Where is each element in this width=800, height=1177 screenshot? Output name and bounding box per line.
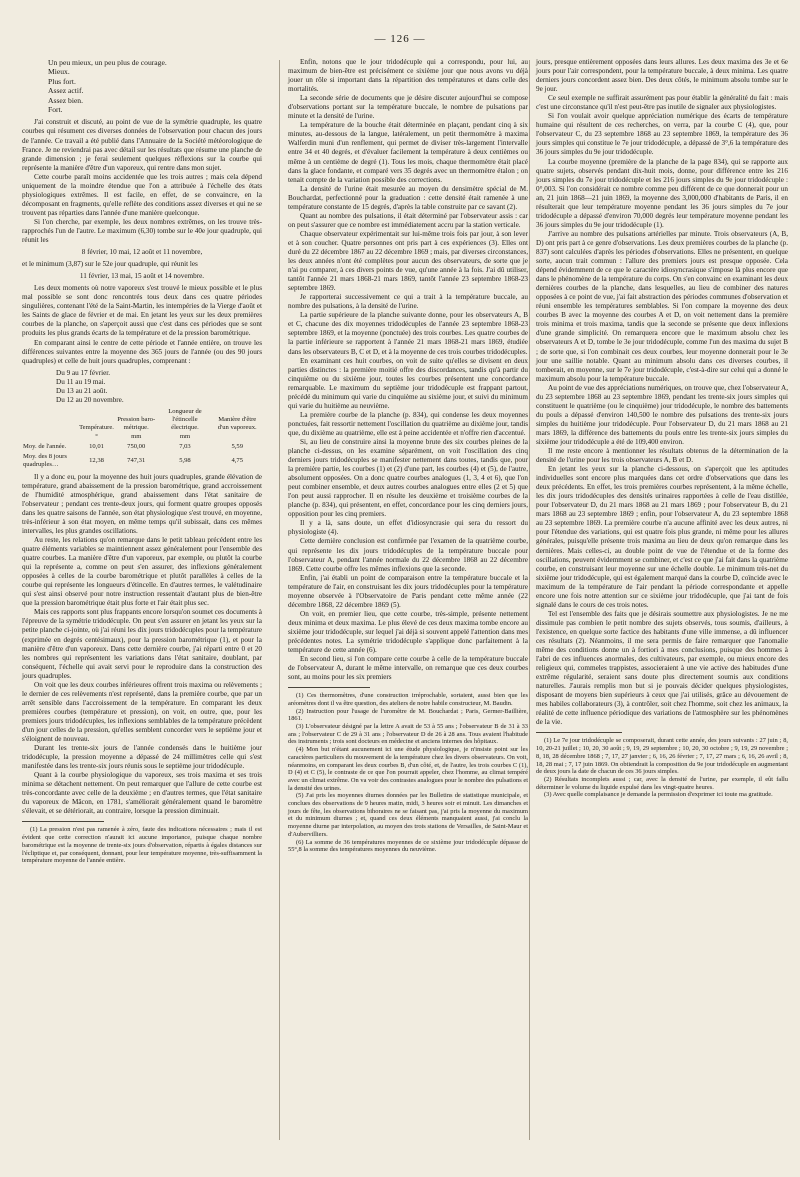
table-header: Température. xyxy=(79,423,114,431)
verse-line: Un peu mieux, un peu plus de courage. xyxy=(48,58,167,67)
paragraph: En comparant ainsi le centre de cette période et l'année entière, on trouve les différences suivantes entre la moyenne des 365 jours de l'année (ou des 90 jours quadruples) et celle de huit jours quadruples, comprenant : xyxy=(22,338,262,365)
paragraph: Je rapporterai successivement ce qui a trait à la température buccale, au nombre des pulsations, à la densité de l'urine. xyxy=(288,293,528,311)
footnote: (3) L'observateur désigné par la lettre A avait de 53 à 55 ans ; l'observateur B de 31 à 33 ans ; l'observateur C de 29 à 31 ans ; l'observateur D de 26 à 28 ans. Tous avaient l'habitude des instruments ; trois sont docteurs en médecine et anciens internes des hôpitaux. xyxy=(288,723,528,746)
comparison-table xyxy=(22,408,262,470)
table-unit: mm xyxy=(179,432,191,440)
paragraph: Tel est l'ensemble des faits que je désirais soumettre aux physiologistes. Je ne me dissimule pas combien le petit nombre des sujets observés, tous soumis, d'ailleurs, à l'existence, en quelque sorte factice des habitants d'une ville immense, a dû influencer ces résultats (2). Néanmoins, il me sera permis de faire remarquer que l'anomalie même des conditions donne un à fortiori à mes conclusions, puisque des hommes à l'abri de ces influences anormales, des cultivateurs, par exemple, ou mieux encore des religieux qui, commeles trappistes, associeraient à une vie active des habitudes d'une extrême régularité, seraient sans doute plus directement soumis aux conditions naturelles. J'aurais remplis mon but si je pouvais décider quelques physiologistes, disposant de moyens bien supérieurs à ceux que j'ai utilisés, grâce au dévouement de mes habiles collaborateurs (3), à contrôler, soit chez l'homme, soit chez les animaux, la réalité de cette influence périodique des variations de l'atmosphère sur les phénomènes de la vie. xyxy=(536,609,788,727)
footnote: (2) Instruction pour l'usage de l'uromètre de M. Bouchardat ; Paris, Germer-Baillière, 1861. xyxy=(288,707,528,723)
paragraph: Si l'on cherche, par exemple, les deux nombres extrêmes, on les trouve très-rapprochés l'un de l'autre. Le maximum (6,30) tombe sur le 40e jour quadruple, qui réunit les xyxy=(22,217,262,245)
column-divider xyxy=(529,60,530,1140)
verse-line: Fort. xyxy=(48,105,63,115)
paragraph: Si, au lieu de construire ainsi la moyenne brute des six courbes pleines de la planche ci-dessus, on les examine séparément, on voit l'oscillation des cinq derniers jours tridodécuples se manifester nettement dans toutes, tandis que, pour la première partie, les courbes (1) et (2) d'une part, les courbes (4) et (5), de l'autre, absolument opposées. On a donc quatre courbes analogues (1, 3, 4 et 6), que l'on peut combiner ensemble, et deux autres courbes analogues entre elles (2 et 5) que l'on peut aussi rapprocher. Il en résulte les deuxième et troisième courbes de la planche (p. 834), qui présentent, en effet, concordance pour les cinq derniers jours, opposition pour les cinq premiers. xyxy=(288,437,528,519)
table-cell: 10,01 xyxy=(89,442,104,450)
paragraph: Enfin, j'ai établi un point de comparaison entre la température buccale et la température de l'air, en construisant les dix jours tridodécuples pour la température moyenne observée à l'Observatoire de Paris pendant cette même année (22 décembre 1868, 22 décembre 1869 (5). xyxy=(288,573,528,609)
paragraph: Durant les trente-six jours de l'année condensés dans le huitième jour tridodécuple, la pression moyenne a dépassé de 24 millimètres celle qui s'est manifestée dans les trente-six jours réunis sous le septième jour tridodécuple. xyxy=(22,744,262,771)
paragraph: En second lieu, si l'on compare cette courbe à celle de la température buccale de l'observateur A, durant le même intervalle, on remarque que ces deux courbes sont, au moins pour les six premiers xyxy=(288,655,528,682)
dates-max: 8 février, 10 mai, 12 août et 11 novembre, xyxy=(81,248,203,257)
paragraph: Quant à la courbe physiologique du vaporeux, ses trois maxima et ses trois minima se détachent nettement. On peut remarquer que l'allure de cette courbe est très-concordante avec celle de la deuxième ; en d'autres termes, que l'état sanitaire du vaporeux de Mâcon, en 1781, s'améliorait généralement quand le baromètre s'élevait, et se détériorait, au contraire, lorsque la pression diminuait. xyxy=(22,771,262,816)
paragraph: Ce seul exemple ne suffirait assurément pas pour établir la généralité du fait : mais c'est une circonstance qu'il n'est peut-être pas inutile de signaler aux physiologistes. xyxy=(536,94,788,112)
table-cell: 5,59 xyxy=(231,442,243,450)
table-cell: 747,31 xyxy=(127,456,146,464)
column-left xyxy=(22,58,262,865)
paragraph: La courbe moyenne (première de la planche de la page 834), qui se rapporte aux quatre sujets, observés pendant dix-huit mois, donne, pour différence entre les 216 jours simples du 7e jour tridodécuple et les 216 jours simples du 9e jour tridodécuple : 0°,003. Si l'on considérait ce nombre comme peu différent de ce que donnerait pour un an, 21 juin 1868—21 juin 1869, la moyenne des 3,000,000 d'habitants de Paris, il en résulterait que leur température moyenne pendant les 36 jours simples du 7e jour tridodécuple a dépassé d'environ 70,000 degrés leur température moyenne pendant les 36 jours simples du 9e jour tridodécuple (1). xyxy=(536,157,788,229)
table-row xyxy=(22,452,262,470)
period-item: Du 9 au 17 février. xyxy=(56,368,111,377)
paragraph: Il y a donc eu, pour la moyenne des huit jours quadruples, grande élévation de température, grand abaissement de la pression barométrique, grand accroissement de l'humidité atmosphérique, grand abaissement dans l'état sanitaire de l'observateur ; pendant ces trente-deux jours, qui forment quatre groupes opposés dans les quatre saisons de l'année, son état physiologique s'est trouvé, en moyenne, très-inférieur à son état moyen, en même temps qu'il subissait, dans ces mêmes intervalles, les plus grandes oscillations. xyxy=(22,472,262,535)
footnote: (1) Le 7e jour tridodécuple se composerait, durant cette année, des jours suivants : 27 juin ; 8, 10, 20-21 juillet ; 10, 20, 30 août ; 9, 19, 29 septembre ; 10, 20, 30 octobre ; 9, 19, 29 novembre ; 8, 18, 28 décembre 1868 ; 7, 17, 27 janvier ; 6, 16, 26 février ; 7, 17, 27 mars ; 6, 16, 26 avril ; 8, 18, 28 mai ; 7, 17 juin 1869. On obtiendrait la composition du 9e jour tridodécuple en augmentant de deux jours la date de chacun de ces 36 jours simples. xyxy=(536,737,788,776)
footnote: (5) J'ai pris les moyennes diurnes données par les Bulletins de statistique municipale, et conclues des observations de 9 heures matin, midi, 3 heures soir et minuit. Les dimanches et jours de fête, les observations bihoraires ne se faisant pas, j'ai pris la moyenne du maximum et du minimum diurnes ; et, quand ces deux éléments manquaient aussi, j'ai conclu la moyenne diurne par interpolation, au moyen des trois stations de Versailles, de Saint-Maur et d'Aubervilliers. xyxy=(288,792,528,838)
footnote-rule xyxy=(536,732,622,733)
verse-line: Assez bien. xyxy=(48,95,84,105)
paragraph: Chaque observateur expérimentait sur lui-même trois fois par jour, à son lever et à son coucher. Quatre personnes ont pris part à ces expériences (3). Elles ont duré du 22 décembre 1867 au 22 décembre 1869 ; mais, par diverses circonstances, les deux années n'ont été complètes pour aucun des observateurs, de sorte que je n'ai pu comparer, à ces divers points de vue, qu'une année à la fois. J'ai dû utiliser, tantôt l'année 21 mars 1868-21 mars 1869, tantôt l'année 23 septembre 1868-23 septembre 1869. xyxy=(288,229,528,293)
footnote: (2) Résultats incomplets aussi ; car, avec la densité de l'urine, par exemple, il eût fallu déterminer le volume du liquide expulsé dans les vingt-quatre heures. xyxy=(536,775,788,791)
paragraph: La première courbe de la planche (p. 834), qui condense les deux moyennes ponctuées, fait ressortir nettement l'oscillation du quatrième au dixième jour, tandis que, du dixième au quatrième, elle est à peine accidentée et n'offre rien d'accentué. xyxy=(288,410,528,437)
paragraph: Cette dernière conclusion est confirmée par l'examen de la quatrième courbe, qui représente les dix jours tridodécuples de la température buccale pour l'observateur A, pendant l'année normale du 22 décembre 1868 au 22 décembre 1869. Cette courbe offre les mêmes inflexions que la seconde. xyxy=(288,537,528,573)
paragraph: Les deux moments où notre vaporeux s'est trouvé le mieux possible et le plus mal possible se sont donc rencontrés tous deux dans ces quatre périodes singulières, contenant l'été de la Saint-Martin, les intempéries de la Vierge d'août et les Saints de glace de février et de mai. En jetant les yeux sur les deux premières courbes de la planche, on s'aperçoit aussi que c'est dans ces périodes que se sont produits les plus grands écarts de la température et de la pression barométrique. xyxy=(22,284,262,338)
verse-line: Plus fort. xyxy=(48,76,76,86)
paragraph: et le minimum (3,87) sur le 52e jour quadruple, qui réunit les xyxy=(22,260,198,269)
verse-line: Assez actif. xyxy=(48,86,84,96)
table-header: Pression baro-métrique. xyxy=(117,415,156,431)
table-cell: 750,00 xyxy=(127,442,146,450)
table-unit: ° xyxy=(95,432,98,440)
paragraph: Enfin, notons que le jour tridodécuple qui a correspondu, pour lui, au maximum de bien-être est précisément ce sixième jour que nous avons vu déjà jouer un rôle si important dans la répartition des températures et dans celle des mortalités. xyxy=(288,58,528,94)
footnotes xyxy=(536,737,788,799)
row-label: Moy. des 8 jours quadruples… xyxy=(23,452,67,468)
table-cell: 12,38 xyxy=(89,456,104,464)
table-cell: 4,75 xyxy=(231,456,243,464)
row-label: Moy. de l'année. xyxy=(23,442,67,450)
paragraph: Au point de vue des appréciations numériques, on trouve que, chez l'observateur A, du 23 septembre 1868 au 23 septembre 1869, pendant les trente-six jours simples qui constituent le quatrième (ou le cinquième) jour tridodécuple, le nombre des battements du pouls a dépassé d'environ 140,500 le nombre des pulsations des trente-six jours simples du huitième jour tridodécuple. Pour l'observateur D, du 21 mars 1868 au 21 mars 1869, la différence des battements du pouls entre les trente-six jours simples du sixième jour tridodécuple a été de 109,400 environ. xyxy=(536,383,788,446)
paragraph: On voit que les deux courbes inférieures offrent trois maxima ou relèvements ; le dernier de ces relèvements n'est représenté, dans la première courbe, que par un arrêt sensible dans l'accroissement de la température. En comparant les deux premières courbes (température et pression), on voit, en outre, que, pour les premiers jours tridodécuples, les inflexions semblables de la température précèdent d'un jour celles de la pression, qu'elles semblent concorder vers le septième jour et s'éloignent de nouveau. xyxy=(22,680,262,744)
paragraph: La température de la bouche était déterminée en plaçant, pendant cinq à six minutes, au-dessous de la langue, latéralement, un petit thermomètre à maxima Walferdin muni d'un renflement, qui permet de diviser très-largement l'intervalle entre 34 et 40 degrés, et d'évaluer facilement la température à deux centièmes ou même à un centième de degré (1). Tous les mois, chaque thermomètre était placé dans la glace fondante, et comparé vers 35 degrés avec un thermomètre étalon ; on tenait compte de la variation possible des corrections. xyxy=(288,121,528,184)
table-header: Manière d'être d'un vaporeux. xyxy=(217,415,257,431)
table-unit: mm xyxy=(131,432,142,440)
paragraph: Si l'on voulait avoir quelque appréciation numérique des écarts de température humaine qui résultent de ces recherches, on verra, par la courbe C (4), que, pour l'observateur C, du 23 septembre 1868 au 23 septembre 1869, la température des 36 jours simples qui constitue le 7e jour tridodécuple, a dépassé de 3°,6 la température des 36 jours simples du 9e jour tridodécuple. xyxy=(536,112,788,157)
table-row xyxy=(22,442,262,452)
period-list xyxy=(56,369,262,405)
paragraph: Mais ces rapports sont plus frappants encore lorsqu'on soumet ces documents à l'épreuve de la symétrie tridodécuple. On peut s'en assurer en jetant les yeux sur la petite planche ci-jointe, où j'ai réuni les dix jours tridodécuples pour la température (exprimée en degrés centésimaux), pour la pression barométrique (1), et pour la manière d'être d'un vaporeux. Dans cette dernière courbe, j'ai réparti entre 0 et 20 les nombres qui représentent les variations dans l'état sanitaire, doublant, par conséquent, l'échelle qui avait servi pour le reproduire dans la construction des jours quadruples. xyxy=(22,608,262,680)
footnote: (1) La pression n'est pas ramenée à zéro, faute des indications nécessaires ; mais il est évident que cette correction n'aurait ici aucune importance, puisque chaque nombre barométrique est la moyenne de trente-six jours d'observation, répartis à égales distances sur l'écliptique et, par conséquent, donnant, pour leur température moyenne, très-suffisamment la température moyenne de l'année entière. xyxy=(22,826,262,865)
period-item: Du 13 au 21 août. xyxy=(56,386,108,395)
table-unit xyxy=(212,432,262,442)
table-cell: 5,98 xyxy=(179,456,191,464)
page-number: — 126 — xyxy=(374,33,426,45)
table-header: Longueur de l'étincelle électrique. xyxy=(168,407,202,431)
column-right xyxy=(536,58,788,799)
column-middle xyxy=(288,58,528,854)
paragraph: J'ai construit et discuté, au point de vue de la symétrie quadruple, les quatre courbes qui résument ces diverses données de l'observation pour chacun des jours de l'année. Ce travail a été publié dans l'Annuaire de la Société météorologique de France. Je ne reviendrai pas avec détail sur les résultats que résume une planche de grande dimension ; je ferai seulement quelques réflexions sur la courbe qui représente la manière d'être d'un vaporeux, qui rentre dans mon sujet. xyxy=(22,118,262,172)
footnote-rule xyxy=(288,687,370,688)
footnote: (1) Ces thermomètres, d'une construction irréprochable, sortaient, aussi bien que les aréomètres dont il va être question, des ateliers de notre habile constructeur, M. Baudin. xyxy=(288,692,528,707)
paragraph: En jetant les yeux sur la planche ci-dessous, on s'aperçoit que les aptitudes individuelles sont encore plus marquées dans cet ordre d'observations que dans les deux précédents. En effet, les trois premières courbes représentent, à la même échelle, les dix jours tridodécuples des densités urinaires rapportées à celle de l'eau distillée, pour l'observateur D, du 21 mars 1868 au 21 mars 1869 ; pour l'observateur B, du 21 mars 1868 au 23 septembre 1869 ; enfin, pour l'observateur A, du 23 septembre 1868 au 23 septembre 1869. La première courbe n'a aucune affinité avec les deux autres, ni pour l'étendue des variations, qui est quatre fois plus grande, ni même pour les allures générales, puisqu'elle présente trois maxima au lieu de deux qu'on remarque dans les dernières. Mais celles-ci, au double point de vue de l'étendue et de la forme des oscillations, peuvent évidemment se combiner, et c'est ce que j'ai fait dans la quatrième courbe, en construisant leur moyenne sur une échelle double. Le minimum très-net du sixième jour tridodécuple, qui est également marqué dans la courbe D, coïncide avec le maximum de la température de l'air pendant la période correspondante et appelle encore une fois notre attention sur ce sixième jour tridodécuple, que j'ai tant de fois signalé dans le cours de ces trois notes. xyxy=(536,465,788,609)
footnote-rule xyxy=(22,821,104,822)
paragraph: Il y a là, sans doute, un effet d'idiosyncrasie qui sera du ressort du physiologiste (4). xyxy=(288,519,528,537)
paragraph: J'arrive au nombre des pulsations artérielles par minute. Trois observateurs (A, B, D) ont pris part à ce genre d'observations. Les deux premières courbes de la planche (p. 837) sont calculées d'après les périodes d'observations. Elles ne présentent, en quelque sorte, aucun trait commun : l'allure des premiers jours est presque opposée. Cela dépend évidemment de ce que le caractère idiosyncrasique s'impose là plus encore que dans le phénomène de la température du corps. On s'en convainc en examinant les deux dernières courbes de la planche, dans lesquelles, au lieu de combiner des natures opposées à ce point de vue, j'ai fait abstraction des périodes communes d'observation et réuni ensemble les températures semblables. Si l'on compare la moyenne des deux courbes B avec la moyenne des courbes A et D, on voit nettement dans la première trois minima et trois maxima, tandis que la seconde se présente que deux inflexions d'une grande simplicité. On remarquera encore que le maximum absolu chez les observateurs A et D, tombe le 3e jour tridodécuple, comme l'un des maxima du sujet B ; de sorte que, si l'on combinait ces deux courbes, leur moyenne donnerait pour le 3e jour une saillie notable. Quant au minimum absolu dans ces diverses courbes, il tomberait, en moyenne, sur le 7e jour tridodécuple, c'est-à-dire sur celui qui a donné le maximum absolu pour la température buccale. xyxy=(536,229,788,383)
paragraph: La densité de l'urine était mesurée au moyen du densimètre spécial de M. Bouchardat, perfectionné pour la graduation : cette densité était ramenée à une température constante de 15 degrés, d'après la table construite par ce savant (2). xyxy=(288,184,528,211)
period-item: Du 12 au 20 novembre. xyxy=(56,395,124,404)
footnotes xyxy=(22,826,262,865)
paragraph: En examinant ces huit courbes, on voit de suite qu'elles se divisent en deux parties distinctes : la première moitié offre des discordances, tandis qu'à partir du cinquième ou du sixième jour, toutes les courbes présentent une concordance remarquable. Le maximum du septième jour tridodécuple est frappant partout, précédé du minimum qui varie du cinquième au sixième jour, et suivi du minimum qui varie du huitième au neuvième. xyxy=(288,356,528,410)
column-divider xyxy=(279,60,280,1140)
footnote: (3) Avec quelle complaisance je demande la permission d'exprimer ici toute ma gratitude. xyxy=(544,791,773,799)
footnotes xyxy=(288,692,528,854)
verse-line: Mieux. xyxy=(48,67,70,77)
paragraph: La partie supérieure de la planche suivante donne, pour les observateurs A, B et C, chacune des dix moyennes tridodécuples de l'année 23 septembre 1868-23 septembre 1869, et la moyenne (ponctuée) des trois courbes. Les quatre courbes de la partie inférieure se rapportent à l'année 21 mars 1868-21 mars 1869, étudiée dans les observateurs B, C et D, et à la moyenne de ces trois courbes tridodécuples. xyxy=(288,311,528,356)
footnote: (6) La somme de 36 températures moyennes de ce sixième jour tridodécuple dépasse de 55°,8 la somme des températures moyennes du neuvième. xyxy=(288,838,528,854)
paragraph: Quant au nombre des pulsations, il était déterminé par l'observateur assis : car on peut s'assurer que ce nombre est immédiatement accru par la station verticale. xyxy=(288,211,528,229)
paragraph: Il me reste encore à mentionner les résultats obtenus de la détermination de la densité de l'urine pour les trois observateurs A, B et D. xyxy=(536,447,788,465)
paragraph: Au reste, les relations qu'on remarque dans le petit tableau précédent entre les quatre éléments variables se maintiennent assez généralement pour l'ensemble des quatre courbes. La manière d'être d'un vaporeux, par exemple, ou plutôt la courbe qui la représente a, comme on peut s'en assurer, des inflexions généralement opposées à celles de la courbe barométrique et plutôt parallèles à celles de la courbe qui représente les longueurs d'étincelle. En d'autres termes, le valétudinaire qui s'est ainsi observé pour notre instruction ressentait d'autant plus de bien-être que la pression barométrique était plus forte et l'air était plus sec. xyxy=(22,535,262,608)
period-item: Du 11 au 19 mai. xyxy=(56,377,106,386)
paragraph: La seconde série de documents que je désire discuter aujourd'hui se compose d'observations portant sur la température buccale, le nombre de pulsations par minute et la densité de l'urine. xyxy=(288,94,528,121)
dates-min: 11 février, 13 mai, 15 août et 14 novembre. xyxy=(79,272,205,281)
paragraph: jours, presque entièrement opposées dans leurs allures. Les deux maxima des 3e et 6e jours pour l'air correspondent, pour la température buccale, à deux minima. Les quatre derniers jours concordent assez bien. Des deux côtés, le minimum absolu tombe sur le 9e jour. xyxy=(536,58,788,94)
verse-list xyxy=(48,58,262,114)
table-cell: 7,03 xyxy=(179,442,191,450)
paragraph: On voit, en premier lieu, que cette courbe, très-simple, présente nettement deux minima et deux maxima. Le plus élevé de ces deux maxima tombe encore au sixième jour tridodécuple, sur lequel j'ai déjà si souvent appelé l'attention dans mes précédentes notes. La symétrie tridodécuple s'applique donc parfaitement à la température de cette année (6). xyxy=(288,609,528,655)
footnote: (4) Mon but n'étant aucunement ici une étude physiologique, je n'insiste point sur les caractères particuliers du mouvement de la température chez les divers observateurs. On voit, néanmoins, en comparant les deux courbes B, d'un côté, et, de l'autre, les trois courbes C (1), D (4) et C (5), le contraste de ce que l'on pourrait appeler, chez l'homme, au climat tempéré avec un climat extrême. On va voir des contrastes analogues pour le nombre des pulsations et la densité des urines. xyxy=(288,746,528,792)
paragraph: Cette courbe paraît moins accidentée que les trois autres ; mais cela dépend uniquement de la moindre étendue que l'on a attribuée à l'échelle des états physiologiques extrêmes. Il est facile, en effet, de se convaincre, en la décomposant en fragments, qu'elle reflète des conditions assez diverses et qui ne se trouvent pas réparties dans l'année d'une manière quelconque. xyxy=(22,172,262,217)
